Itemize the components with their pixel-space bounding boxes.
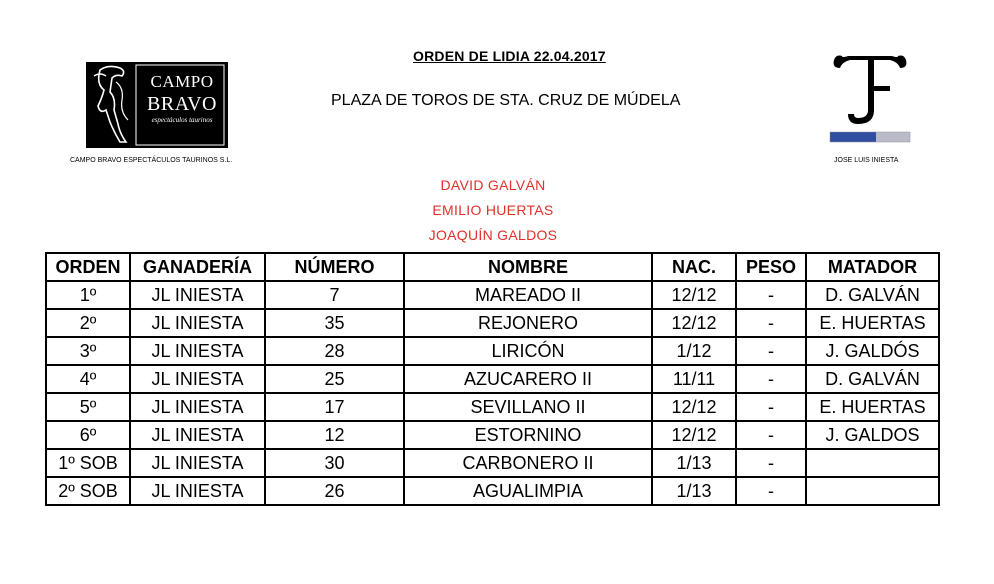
cell-ganaderia: JL INIESTA <box>130 421 265 449</box>
cell-nac: 12/12 <box>652 421 736 449</box>
cell-peso: - <box>736 421 806 449</box>
campo-bravo-logo <box>86 62 228 148</box>
cell-numero: 35 <box>265 309 404 337</box>
matador-name: DAVID GALVÁN <box>440 177 546 193</box>
cell-numero: 7 <box>265 281 404 309</box>
cell-peso: - <box>736 337 806 365</box>
table-row <box>46 309 939 337</box>
cell-nombre: CARBONERO II <box>404 449 652 477</box>
cell-nombre: REJONERO <box>404 309 652 337</box>
header-numero: NÚMERO <box>265 253 404 281</box>
matadores-list <box>0 173 986 248</box>
cell-peso: - <box>736 281 806 309</box>
cell-orden: 4º <box>46 365 130 393</box>
header-nombre: NOMBRE <box>404 253 652 281</box>
cell-orden: 5º <box>46 393 130 421</box>
table-header-row <box>46 253 939 281</box>
cell-nac: 1/13 <box>652 449 736 477</box>
cell-matador <box>806 477 939 505</box>
cell-nombre: ESTORNINO <box>404 421 652 449</box>
cell-matador <box>806 449 939 477</box>
venue-subtitle: PLAZA DE TOROS DE STA. CRUZ DE MÚDELA <box>331 92 681 109</box>
matador-name: EMILIO HUERTAS <box>432 202 554 218</box>
cell-orden: 2º <box>46 309 130 337</box>
document-title: ORDEN DE LIDIA 22.04.2017 <box>413 48 606 64</box>
cell-matador: E. HUERTAS <box>806 393 939 421</box>
cell-peso: - <box>736 477 806 505</box>
header-peso: PESO <box>736 253 806 281</box>
table-row <box>46 281 939 309</box>
jose-luis-iniesta-logo-icon <box>828 46 912 150</box>
cell-nac: 11/11 <box>652 365 736 393</box>
orden-de-lidia-table <box>45 252 940 506</box>
cell-orden: 1º SOB <box>46 449 130 477</box>
cell-peso: - <box>736 309 806 337</box>
cell-numero: 30 <box>265 449 404 477</box>
cell-nombre: MAREADO II <box>404 281 652 309</box>
table-row <box>46 393 939 421</box>
cell-orden: 1º <box>46 281 130 309</box>
header-orden: ORDEN <box>46 253 130 281</box>
cell-ganaderia: JL INIESTA <box>130 477 265 505</box>
cell-nombre: AZUCARERO II <box>404 365 652 393</box>
matador-name: JOAQUÍN GALDOS <box>428 227 558 243</box>
cell-ganaderia: JL INIESTA <box>130 365 265 393</box>
logo-line-2: BRAVO <box>147 93 217 115</box>
cell-ganaderia: JL INIESTA <box>130 281 265 309</box>
cell-peso: - <box>736 365 806 393</box>
cell-matador: D. GALVÁN <box>806 281 939 309</box>
cell-nac: 12/12 <box>652 281 736 309</box>
header-ganaderia: GANADERÍA <box>130 253 265 281</box>
jose-luis-iniesta-caption: JOSE LUIS INIESTA <box>834 157 899 164</box>
cell-nac: 1/12 <box>652 337 736 365</box>
cell-nac: 12/12 <box>652 393 736 421</box>
campo-bravo-wordmark <box>140 72 224 125</box>
logo-line-1: CAMPO <box>150 72 214 91</box>
cell-numero: 25 <box>265 365 404 393</box>
cell-orden: 6º <box>46 421 130 449</box>
cell-matador: D. GALVÁN <box>806 365 939 393</box>
cell-numero: 28 <box>265 337 404 365</box>
header-matador: MATADOR <box>806 253 939 281</box>
table-row <box>46 477 939 505</box>
cell-peso: - <box>736 393 806 421</box>
cell-numero: 26 <box>265 477 404 505</box>
cell-matador: E. HUERTAS <box>806 309 939 337</box>
cell-nombre: AGUALIMPIA <box>404 477 652 505</box>
table-row <box>46 421 939 449</box>
logo-line-3: espectáculos taurinos <box>151 116 213 124</box>
table-row <box>46 365 939 393</box>
cell-peso: - <box>736 449 806 477</box>
header-nac: NAC. <box>652 253 736 281</box>
cell-orden: 2º SOB <box>46 477 130 505</box>
cell-ganaderia: JL INIESTA <box>130 309 265 337</box>
cell-matador: J. GALDOS <box>806 421 939 449</box>
table-row <box>46 449 939 477</box>
cell-orden: 3º <box>46 337 130 365</box>
table-row <box>46 337 939 365</box>
cell-numero: 12 <box>265 421 404 449</box>
cell-nombre: SEVILLANO II <box>404 393 652 421</box>
cell-ganaderia: JL INIESTA <box>130 449 265 477</box>
cell-nac: 12/12 <box>652 309 736 337</box>
cell-nombre: LIRICÓN <box>404 337 652 365</box>
cell-ganaderia: JL INIESTA <box>130 337 265 365</box>
cell-ganaderia: JL INIESTA <box>130 393 265 421</box>
cell-nac: 1/13 <box>652 477 736 505</box>
cell-numero: 17 <box>265 393 404 421</box>
cell-matador: J. GALDÓS <box>806 337 939 365</box>
campo-bravo-caption: CAMPO BRAVO ESPECTÁCULOS TAURINOS S.L. <box>70 157 233 164</box>
